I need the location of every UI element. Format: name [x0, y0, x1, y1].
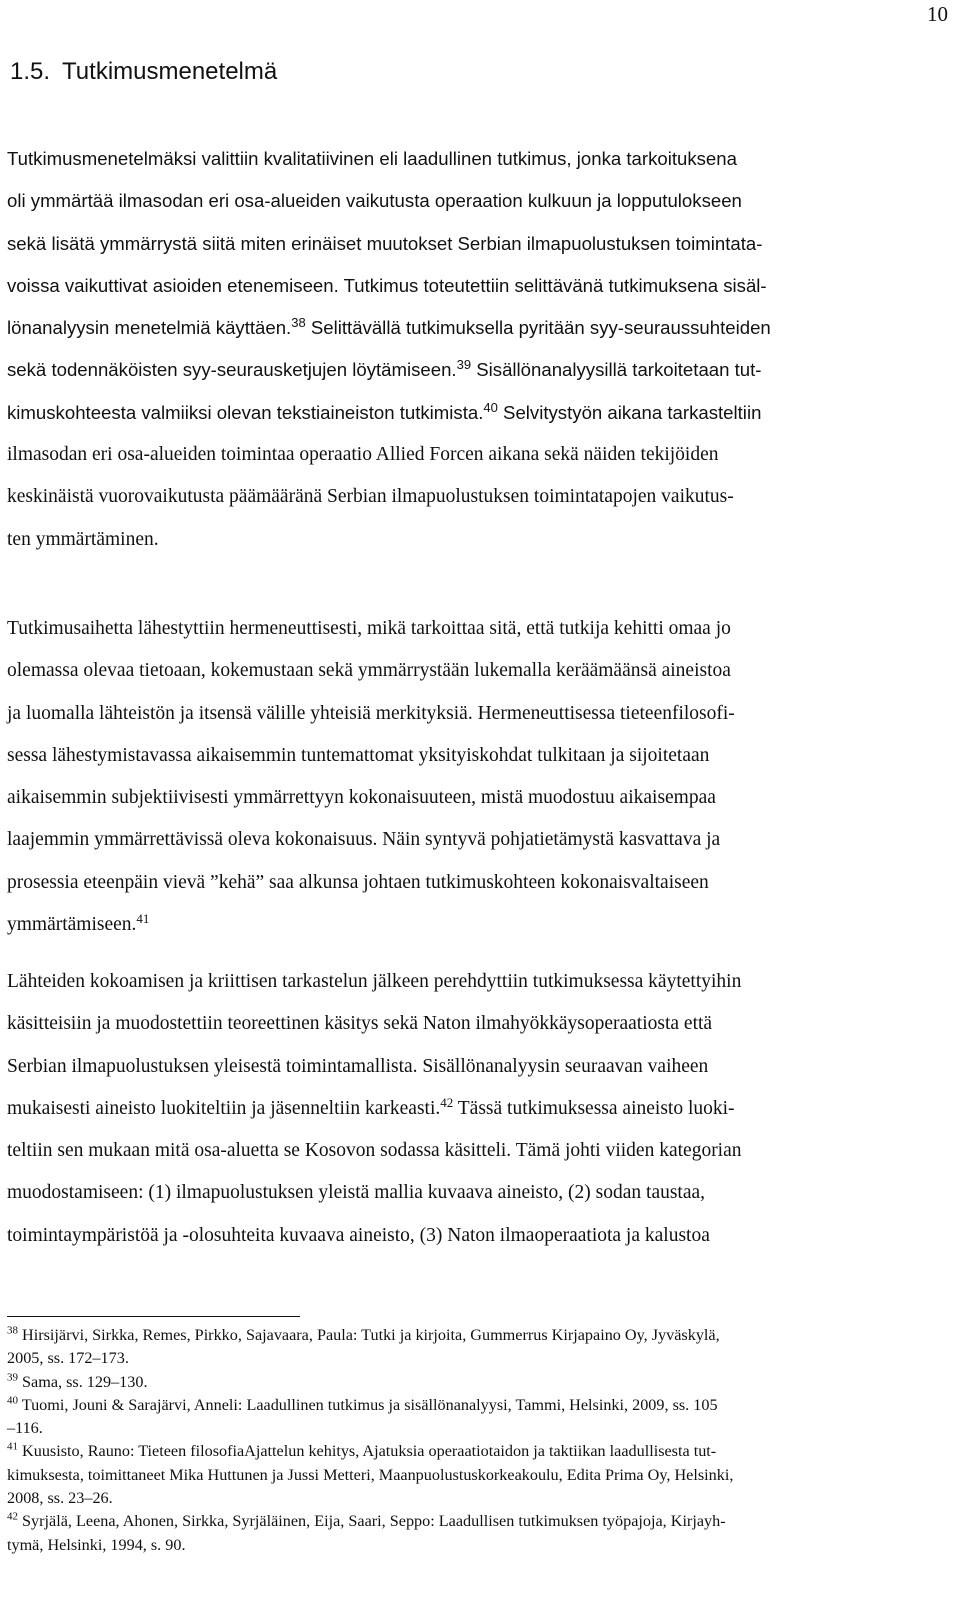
- footnote-line: [7, 1510, 932, 1533]
- footnote-41: [7, 1440, 932, 1510]
- footnote-number: 40: [7, 1394, 18, 1407]
- text-segment: lönanalyysin menetelmiä käyttäen.: [7, 317, 292, 339]
- text-line: olemassa olevaa tietoaan, kokemustaan sekä ymmärrystään lukemalla keräämäänsä aineistoa: [7, 660, 731, 682]
- text-line: Tutkimusaihetta lähestyttiin hermeneuttisesti, mikä tarkoittaa sitä, että tutkija kehitti omaa jo: [7, 618, 731, 639]
- paragraph-1: [7, 138, 932, 561]
- footnote-42: [7, 1510, 932, 1557]
- footnote-ref-40[interactable]: 40: [483, 399, 498, 415]
- text-line: ten ymmärtäminen.: [7, 528, 159, 550]
- text-segment: kimuskohteesta valmiiksi olevan tekstiaineiston tutkimista.: [7, 401, 484, 423]
- footnote-40: [7, 1394, 932, 1441]
- section-title: Tutkimusmenetelmä: [62, 58, 278, 85]
- footnote-line: –116.: [7, 1419, 43, 1438]
- footnote-ref-42[interactable]: 42: [440, 1094, 454, 1110]
- text-line: keskinäistä vuorovaikutusta päämääränä Serbian ilmapuolustuksen toimintatapojen vaikutus-: [7, 486, 734, 508]
- text-line: Tutkimusmenetelmäksi valittiin kvalitatiivinen eli laadullinen tutkimus, jonka tarkoituksena: [7, 148, 737, 169]
- text-segment: Tässä tutkimuksessa aineisto luoki-: [453, 1097, 735, 1119]
- text-line: prosessia eteenpäin vievä ”kehä” saa alkunsa johtaen tutkimuskohteen kokonaisvaltaiseen: [7, 871, 709, 893]
- text-segment: Sisällönanalyysillä tarkoitetaan tut-: [471, 359, 762, 381]
- footnote-ref-38[interactable]: 38: [291, 315, 306, 331]
- footnote-text: Sama, ss. 129–130.: [22, 1372, 148, 1391]
- text-line: [7, 392, 932, 434]
- text-segment: Selvitystyön aikana tarkasteltiin: [497, 401, 762, 423]
- text-line: sessa lähestymistavassa aikaisemmin tuntemattomat yksityiskohdat tulkitaan ja sijoitetaan: [7, 744, 710, 766]
- footnote-number: 42: [7, 1510, 18, 1523]
- footnote-line: [7, 1394, 932, 1417]
- footnote-divider: [7, 1316, 300, 1317]
- text-line: [7, 307, 932, 349]
- text-line: voissa vaikuttivat asioiden etenemiseen. Tutkimus toteutettiin selittävänä tutkimuksena sisäl-: [7, 274, 767, 296]
- text-line: Serbian ilmapuolustuksen yleisestä toimintamallista. Sisällönanalyysin seuraavan vaiheen: [7, 1055, 709, 1077]
- footnote-text: Tuomi, Jouni & Sarajärvi, Anneli: Laadullinen tutkimus ja sisällönanalyysi, Tammi, Helsinki, 2009, ss. 105: [21, 1395, 718, 1414]
- footnote-39: [7, 1371, 932, 1394]
- footnote-38: [7, 1324, 932, 1371]
- footnote-line: [7, 1371, 932, 1394]
- text-line: sekä lisätä ymmärrystä siitä miten erinäiset muutokset Serbian ilmapuolustuksen toimintata-: [7, 232, 763, 254]
- page-number: 10: [927, 2, 948, 26]
- section-number: 1.5.: [10, 58, 51, 85]
- text-line: [7, 349, 932, 391]
- footnote-line: tymä, Helsinki, 1994, s. 90.: [7, 1535, 186, 1554]
- text-line: [7, 1088, 932, 1130]
- footnote-text: Hirsijärvi, Sirkka, Remes, Pirkko, Sajavaara, Paula: Tutki ja kirjoita, Gummerrus Kirjapaino Oy, Jyväskylä,: [22, 1326, 720, 1344]
- text-segment: ymmärtämiseen.: [7, 914, 137, 936]
- paragraph-2: [7, 608, 932, 946]
- footnote-line: 2005, ss. 172–173.: [7, 1349, 129, 1368]
- text-segment: mukaisesti aineisto luokiteltiin ja jäsenneltiin karkeasti.: [7, 1097, 441, 1119]
- footnote-text: Syrjälä, Leena, Ahonen, Sirkka, Syrjäläinen, Eija, Saari, Seppo: Laadullisen tutkimuksen työpajoja, Kirjayh-: [22, 1512, 726, 1531]
- text-segment: sekä todennäköisten syy-seurausketjujen löytämiseen.: [7, 359, 457, 381]
- footnote-ref-39[interactable]: 39: [456, 357, 472, 373]
- footnote-number: 41: [7, 1440, 18, 1453]
- text-line: oli ymmärtää ilmasodan eri osa-alueiden vaikutusta operaation kulkuun ja lopputulokseen: [7, 190, 742, 212]
- paragraph-3: [7, 961, 932, 1257]
- footnote-ref-41[interactable]: 41: [136, 910, 150, 926]
- footnote-line: [7, 1440, 932, 1463]
- text-line: ilmasodan eri osa-alueiden toimintaa operaatio Allied Forcen aikana sekä näiden tekijöiden: [7, 444, 719, 466]
- footnote-text: Kuusisto, Rauno: Tieteen filosofiaAjattelun kehitys, Ajatuksia operaatiotaidon ja taktiikan laadullisesta tut-: [22, 1442, 717, 1461]
- text-line: toimintaympäristöä ja -olosuhteita kuvaava aineisto, (3) Naton ilmaoperaatiota ja kalustoa: [7, 1224, 710, 1246]
- footnote-number: 38: [7, 1324, 18, 1337]
- text-line: teltiin sen mukaan mitä osa-aluetta se Kosovon sodassa käsitteli. Tämä johti viiden kategorian: [7, 1140, 742, 1162]
- text-line: [7, 904, 932, 946]
- footnote-line: 2008, ss. 23–26.: [7, 1489, 113, 1508]
- text-line: muodostamiseen: (1) ilmapuolustuksen yleistä mallia kuvaava aineisto, (2) sodan taustaa,: [7, 1182, 706, 1204]
- text-line: ja luomalla lähteistön ja itsensä välille yhteisiä merkityksiä. Hermeneuttisessa tieteenfilosofi-: [7, 702, 735, 724]
- text-segment: Selittävällä tutkimuksella pyritään syy-seuraussuhteiden: [305, 317, 771, 339]
- text-line: laajemmin ymmärrettävissä oleva kokonaisuus. Näin syntyvä pohjatietämystä kasvattava ja: [7, 829, 721, 851]
- footnote-line: kimuksesta, toimittaneet Mika Huttunen ja Jussi Metteri, Maanpuolustuskorkeakoulu, Edita Prima Oy, Helsinki,: [7, 1465, 734, 1484]
- text-line: aikaisemmin subjektiivisesti ymmärrettyyn kokonaisuuteen, mistä muodostuu aikaisempaa: [7, 787, 716, 809]
- footnotes: [7, 1324, 932, 1557]
- section-heading: [10, 58, 277, 86]
- text-line: käsitteisiin ja muodostettiin teoreettinen käsitys sekä Naton ilmahyökkäysoperaatiosta että: [7, 1013, 713, 1035]
- footnote-number: 39: [7, 1371, 18, 1383]
- footnote-line: [7, 1324, 932, 1347]
- text-line: Lähteiden kokoamisen ja kriittisen tarkastelun jälkeen perehdyttiin tutkimuksessa käytettyihin: [7, 971, 742, 992]
